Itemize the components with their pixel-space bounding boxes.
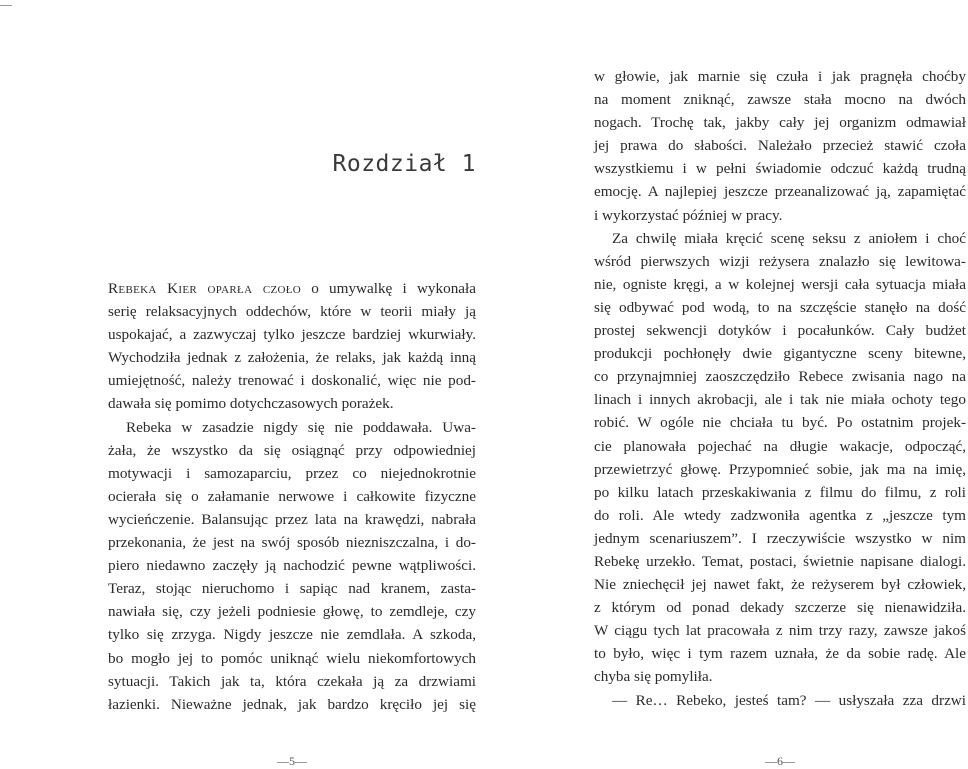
text-line: ocierała się o załamanie nerwowe i całkowite fizyczne bbox=[108, 487, 476, 505]
text-line: Rebekę urzekło. Temat, postaci, świetnie napisane dialogi. bbox=[594, 552, 966, 570]
text-line: z którym od ponad dekady szczerze się nienawidziła. bbox=[594, 599, 966, 617]
text-line: W ciągu tych lat pracowała z nim trzy razy, zawsze jakoś bbox=[594, 622, 966, 640]
left-page bbox=[108, 0, 476, 768]
text-line: Wychodziła jednak z założenia, że relaks, jak każdą inną bbox=[108, 349, 476, 367]
text-line: linach i innych akrobacji, ale i tak nie miała ochoty tego bbox=[594, 391, 966, 409]
text-line: jej prawa do słabości. Należało przecież stawić czoła bbox=[594, 137, 966, 155]
text-line: emocję. A najlepiej jeszcze przeanalizować ją, zapamiętać bbox=[594, 183, 966, 201]
text-line: Nie zniechęcił jej nawet fakt, że reżyserem był człowiek, bbox=[594, 576, 966, 594]
text-line: wśród pierwszych wizji reżysera znalazło się lewitowa- bbox=[594, 252, 966, 270]
text-line: dawała się pomimo dotychczasowych porażek. bbox=[108, 395, 394, 413]
right-page bbox=[594, 0, 966, 768]
lead-rest: o umywalkę i wykonała bbox=[301, 280, 476, 297]
text-line: to było, więc i tym razem uznała, że da sobie radę. Ale bbox=[594, 645, 966, 663]
page-number-right: —6— bbox=[765, 754, 795, 768]
text-line: i wykorzystać później w pracy. bbox=[594, 206, 783, 224]
left-page-text bbox=[108, 277, 476, 716]
corner-crop-mark bbox=[0, 5, 12, 6]
text-line: umiejętność, należy trenować i doskonalić, więc nie pod- bbox=[108, 372, 476, 390]
text-line: jednym scenariuszem”. I rzeczywiście wszystko w nim bbox=[594, 529, 966, 547]
text-line: przewietrzyć głowę. Przypomnieć sobie, jak ma na imię, bbox=[594, 460, 966, 478]
text-line: się odbywać pod wodą, to na szczęście stanęło na dość bbox=[594, 298, 966, 316]
text-line: Za chwilę miała kręcić scenę seksu z aniołem i choć bbox=[612, 229, 966, 247]
text-line: wszystkiemu i w pełni świadomie odczuć każdą trudną bbox=[594, 160, 966, 178]
text-line: przekonania, że jest na swój sposób niezniszczalna, i do- bbox=[108, 534, 476, 552]
chapter-title: Rozdział 1 bbox=[332, 151, 476, 177]
text-line: do roli. Ale wtedy zadzwoniła agentka z „jeszcze tym bbox=[594, 506, 966, 524]
text-line: żała, że wszystko da się osiągnąć przy odpowiedniej bbox=[108, 441, 476, 459]
text-line: uspokajać, a zazwyczaj tylko jeszcze bardziej wkurwiały. bbox=[108, 326, 476, 344]
text-line: Teraz, stojąc nieruchomo i sapiąc nad kranem, zasta- bbox=[108, 580, 476, 598]
text-line: prostej sekwencji dotyków i pocałunków. Cały budżet bbox=[594, 322, 966, 340]
text-line: po kilku latach przeskakiwania z filmu do filmu, z roli bbox=[594, 483, 966, 501]
text-line: na moment zniknąć, zawsze stała mocno na dwóch bbox=[594, 91, 966, 109]
text-line: serię relaksacyjnych oddechów, które w teorii miały ją bbox=[108, 303, 476, 321]
right-page-text bbox=[594, 65, 966, 712]
text-line: co przynajmniej zaoszczędziło Rebece zwisania nago na bbox=[594, 368, 966, 386]
text-line: — Re… Rebeko, jesteś tam? — usłyszała zza drzwi bbox=[612, 691, 966, 709]
text-line: motywacji i samozaparciu, przez co niejednokrotnie bbox=[108, 464, 476, 482]
text-line: wycieńczenie. Balansując przez lata na krawędzi, nabrała bbox=[108, 510, 476, 528]
text-line bbox=[108, 277, 476, 300]
text-line: w głowie, jak marnie się czuła i jak pragnęła choćby bbox=[594, 68, 966, 85]
text-line: tylko się zrzyga. Nigdy jeszcze nie zemdlała. A szkoda, bbox=[108, 626, 476, 644]
text-line: nie, ogniste kręgi, a w kolejnej wersji cała sytuacja miała bbox=[594, 275, 966, 293]
text-line: łazienki. Nieważne jednak, jak bardzo kręciło jej się bbox=[108, 695, 476, 713]
text-line: cie planowała pojechać na długie wakacje, odpocząć, bbox=[594, 437, 966, 455]
lead-smallcaps: Rebeka Kier oparła czoło bbox=[108, 280, 301, 297]
text-line: bo mogło jej to pomóc uniknąć wielu niekomfortowych bbox=[108, 649, 476, 667]
text-line: robić. W ogóle nie chciała tu być. Po ostatnim projek- bbox=[594, 414, 966, 432]
text-line: chyba się pomyliła. bbox=[594, 668, 713, 686]
text-line: nawiała się, czy jeżeli podniesie głowę, to zemdleje, czy bbox=[108, 603, 476, 621]
text-line: nogach. Trochę tak, jakby cały jej organizm odmawiał bbox=[594, 114, 966, 132]
text-line: sytuacji. Takich jak ta, która czekała ją za drzwiami bbox=[108, 672, 476, 690]
text-line: produkcji pochłonęły dwie gigantyczne sceny bitewne, bbox=[594, 345, 966, 363]
text-line: Rebeka w zasadzie nigdy się nie poddawała. Uwa- bbox=[126, 418, 476, 436]
page-number-left: —5— bbox=[277, 754, 307, 768]
text-line: piero niedawno zaczęły ją nachodzić pewne wątpliwości. bbox=[108, 557, 476, 575]
